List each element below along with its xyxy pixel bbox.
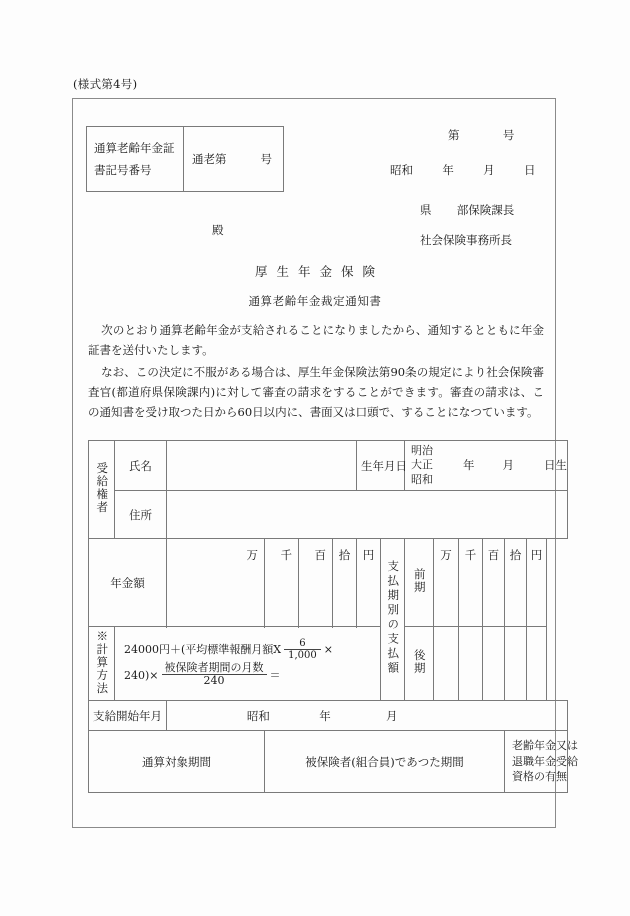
birthdate-value-cell[interactable] xyxy=(405,441,568,491)
name-label-cell xyxy=(115,441,167,491)
name-label: 氏名 xyxy=(129,458,152,473)
body-paragraph-1-text: 次のとおり通算老齢年金が支給されることになりましたから、通知するとともに年金証書を送付いたします。 xyxy=(88,323,544,357)
birth-era-stack xyxy=(411,444,433,486)
issue-date-era: 昭和 xyxy=(390,163,413,177)
birth-day-unit: 日生 xyxy=(544,458,567,473)
form-number: (様式第4号) xyxy=(73,77,138,91)
table-row-pension-amount xyxy=(89,539,568,627)
aggregate-period-label: 通算対象期間 xyxy=(142,754,211,769)
eligibility-label xyxy=(505,738,578,785)
issuer-office-line: 社会保険事務所長 xyxy=(420,233,512,247)
name-value-cell[interactable] xyxy=(167,441,357,491)
start-month-label-cell xyxy=(89,701,167,731)
amount-juu-cell[interactable] xyxy=(333,539,357,627)
certificate-label-line1: 通算老齢年金証 xyxy=(94,140,175,155)
calc-formula-cell xyxy=(115,627,381,701)
start-month-month-unit: 月 xyxy=(386,708,398,723)
body-paragraph-2 xyxy=(88,363,544,422)
formula-line-1 xyxy=(124,638,376,663)
pension-amount-label: 年金額 xyxy=(110,575,145,590)
second-juu-cell[interactable] xyxy=(505,627,527,701)
period-second-label: 後期 xyxy=(412,649,427,675)
period-first-label-cell xyxy=(405,539,434,627)
first-unit-sen: 千 xyxy=(464,547,477,562)
certificate-value-suffix: 号 xyxy=(260,152,272,166)
formula-frac2-denominator: 240 xyxy=(203,674,225,688)
issue-date-line xyxy=(390,162,535,178)
table-row-name xyxy=(89,441,568,491)
period-first-label: 前期 xyxy=(412,568,427,594)
document-number-prefix: 第 xyxy=(448,128,460,142)
first-hyaku-cell[interactable] xyxy=(483,539,505,627)
amount-hyaku-cell[interactable] xyxy=(299,539,333,627)
table-row-start-month xyxy=(89,701,568,731)
main-title: 厚生年金保険 xyxy=(254,264,384,279)
start-month-value-cell[interactable] xyxy=(167,701,568,731)
body-paragraph-2-text: なお、この決定に不服がある場合は、厚生年金保険法第90条の規定により社会保険審査官(都道府県保険課内)に対して審査の請求をすることができます。審査の請求は、この通知書を受け取つた日から60日以内に、書面又は口頭で、することになつています。 xyxy=(88,365,544,419)
table-row-address xyxy=(89,491,568,539)
birth-era-showa: 昭和 xyxy=(411,472,433,486)
eligibility-line-2: 退職年金受給 xyxy=(512,754,578,768)
amount-unit-sen: 千 xyxy=(280,547,292,562)
formula-line-2 xyxy=(124,663,376,689)
payment-period-label: 支払期別の支払額 xyxy=(386,560,401,676)
formula-line2-prefix: 240)× xyxy=(124,668,159,682)
pension-amount-label-cell xyxy=(89,539,167,627)
start-month-year-unit: 年 xyxy=(319,708,331,723)
document-number-suffix: 号 xyxy=(502,128,515,142)
amount-man-cell[interactable] xyxy=(167,539,265,627)
first-unit-man: 万 xyxy=(440,547,452,562)
formula-frac1-numerator: 6 xyxy=(284,638,321,650)
address-label: 住所 xyxy=(129,507,152,522)
table-row-aggregate-period xyxy=(89,731,568,793)
birth-era-meiji: 明治 xyxy=(411,444,433,458)
document-number-line xyxy=(448,127,514,143)
eligibility-line-1: 老齢年金又は xyxy=(512,739,578,753)
certificate-number-box xyxy=(86,126,284,192)
issue-date-day-unit: 日 xyxy=(523,163,536,177)
first-en-cell[interactable] xyxy=(527,539,547,627)
sub-title: 通算老齢年金裁定通知書 xyxy=(248,294,382,308)
address-value-cell[interactable] xyxy=(167,491,568,539)
start-month-entry xyxy=(167,708,567,724)
calc-method-label: ※計算方法 xyxy=(95,629,110,695)
issue-date-year-unit: 年 xyxy=(442,163,454,177)
calc-method-label-cell xyxy=(89,627,115,701)
first-unit-juu: 拾 xyxy=(509,547,522,562)
issuer-department-line xyxy=(420,202,514,218)
amount-en-cell[interactable] xyxy=(357,539,381,627)
birthdate-label-cell xyxy=(357,441,405,491)
certificate-value-prefix: 通老第 xyxy=(192,152,227,166)
second-en-cell[interactable] xyxy=(527,627,547,701)
first-man-cell[interactable] xyxy=(434,539,459,627)
recipient-label: 受給権者 xyxy=(95,462,110,514)
addressee-marker: 殿 xyxy=(212,223,224,237)
issuer-department-prefix: 県 xyxy=(420,203,432,217)
amount-unit-hyaku: 百 xyxy=(314,547,326,562)
start-month-label: 支給開始年月 xyxy=(93,708,162,723)
period-second-label-cell xyxy=(405,627,434,701)
first-sen-cell[interactable] xyxy=(459,539,483,627)
birthdate-label: 生年月日 xyxy=(361,458,407,473)
recipient-label-cell xyxy=(89,441,115,539)
formula-frac2-numerator: 被保険者期間の月数 xyxy=(162,662,267,675)
birth-month-unit: 月 xyxy=(502,458,514,473)
issue-date-month-unit: 月 xyxy=(483,163,495,177)
eligibility-cell[interactable] xyxy=(505,731,578,793)
certificate-number-field[interactable] xyxy=(184,127,283,191)
formula-frac1-denominator: 1,000 xyxy=(288,649,317,661)
amount-unit-juu: 拾 xyxy=(338,547,351,562)
formula-line1-suffix: × xyxy=(323,643,333,657)
second-sen-cell[interactable] xyxy=(459,627,483,701)
birthdate-entry xyxy=(405,444,567,486)
insured-period-label: 被保険者(組合員)であつた期間 xyxy=(305,754,464,769)
insured-period-cell[interactable] xyxy=(265,731,505,793)
body-paragraph-1 xyxy=(88,321,544,361)
second-hyaku-cell[interactable] xyxy=(483,627,505,701)
birth-year-unit: 年 xyxy=(463,458,475,473)
formula-fraction-1 xyxy=(284,638,321,661)
eligibility-line-3: 資格の有無 xyxy=(512,770,567,784)
amount-unit-man: 万 xyxy=(246,547,258,562)
aggregate-period-label-cell xyxy=(89,731,265,793)
pension-details-table xyxy=(88,440,578,793)
birth-era-taisho: 大正 xyxy=(411,458,433,472)
formula-line2-suffix: ＝ xyxy=(269,668,281,682)
first-juu-cell[interactable] xyxy=(505,539,527,627)
formula-fraction-2 xyxy=(162,662,267,688)
issuer-department-suffix: 部保険課長 xyxy=(456,203,515,217)
address-label-cell xyxy=(115,491,167,539)
first-unit-en: 円 xyxy=(530,547,543,562)
second-man-cell[interactable] xyxy=(434,627,459,701)
amount-sen-cell[interactable] xyxy=(265,539,299,627)
first-unit-hyaku: 百 xyxy=(487,547,500,562)
formula-line1-prefix: 24000円＋(平均標準報酬月額X xyxy=(124,643,282,657)
payment-period-label-cell xyxy=(381,539,405,701)
calculation-formula xyxy=(115,633,380,693)
amount-unit-en: 円 xyxy=(362,547,375,562)
start-month-era: 昭和 xyxy=(246,708,270,723)
certificate-label-line2: 書記号番号 xyxy=(94,163,152,177)
certificate-number-label xyxy=(87,127,184,191)
